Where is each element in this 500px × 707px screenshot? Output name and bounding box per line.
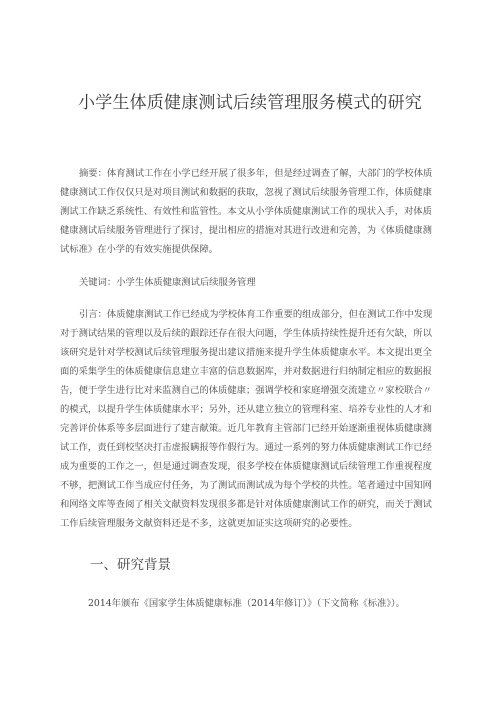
intro-line: 成为重要的工作之一，但是通过调查发现，很多学校在体质健康测试后续管理工作重视程度 [60,461,432,472]
intro-line: 的模式，以提升学生体质健康水平；另外，还从建立独立的管理科室、培养专业性的人才和 [60,404,432,415]
section-heading: 一、研究背景 [90,557,171,573]
abstract-line: 健康测试后续服务管理进行了探讨，提出相应的措施对其进行改进和完善，为《体质健康测 [60,225,432,236]
abstract-paragraph [60,164,438,259]
intro-line: 试工作，责任到校坚决打击虚报瞒报等作假行为。通过一系列的努力体质健康测试工作已经 [60,442,432,453]
page-title: 小学生体质健康测试后续管理服务模式的研究 [78,93,422,113]
abstract-line: 测试工作缺乏系统性、有效性和监管性。本文从小学体质健康测试工作的现状入手，对体质 [60,206,432,217]
intro-line: 工作后续管理服务文献资料还是不多，这就更加证实这项研究的必要性。 [60,518,358,529]
intro-line: 不够，把测试工作当成应付任务，为了测试而测试成为每个学校的共性。笔者通过中国知网 [60,480,432,491]
introduction-paragraph [60,305,438,533]
intro-line: 完善评价体系等多层面进行了建言献策。近几年教育主管部门已经开始逐渐重视体质健康测 [60,423,432,434]
intro-line: 引言：体质健康测试工作已经成为学校体育工作重要的组成部分，但在测试工作中发现 [79,309,433,320]
keywords-paragraph [60,273,438,292]
section-body-paragraph [60,594,438,613]
intro-line: 对于测试结果的管理以及后续的跟踪还存在很大问题，学生体质持续性提升还有欠缺，所以 [60,328,432,339]
section-body-line: 2014年颁布《国家学生体质健康标准（2014年修订）》（下文简称《标准》）。 [88,598,405,609]
intro-line: 和网络文库等查阅了相关文献资料发现很多都是针对体质健康测试工作的研究，而关于测试 [60,499,432,510]
keywords-line: 关键词：小学生体质健康测试后续服务管理 [79,277,256,288]
abstract-line: 摘要：体育测试工作在小学已经开展了很多年，但是经过调查了解，大部门的学校体质 [79,168,433,179]
intro-line: 该研究是针对学校测试后续管理服务提出建议措施来提升学生体质健康水平。本文提出更全 [60,347,432,358]
intro-line: 面的采集学生的体质健康信息建立丰富的信息数据库，并对数据进行归纳制定相应的数据报 [60,366,432,377]
intro-line: 告，便于学生进行比对来监测自己的体质健康；强调学校和家庭增强交流建立〃家校联合〃 [60,385,432,396]
abstract-line: 试标准》在小学的有效实施提供保障。 [60,244,219,255]
abstract-line: 健康测试工作仅仅只是对项目测试和数据的获取，忽视了测试后续服务管理工作，体质健康 [60,187,432,198]
